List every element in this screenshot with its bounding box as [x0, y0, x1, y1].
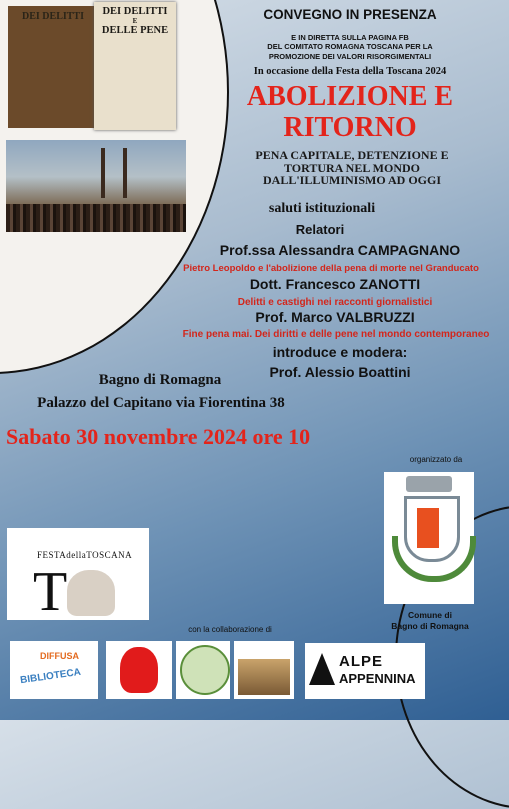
comune-line2: Bagno di Romagna [391, 621, 469, 632]
convegno-heading: CONVEGNO IN PRESENZA [263, 7, 437, 22]
book-title-line1: DEI DELITTI [22, 11, 84, 22]
organizer-label: organizzato da [409, 455, 463, 464]
comune-line1: Comune di [408, 610, 452, 620]
talk3-title: Fine pena mai. Dei diritti e delle pene nel mondo contemporaneo [182, 329, 490, 340]
subtitle-line3: DALL'ILLUMINISMO AD OGGI [262, 173, 442, 188]
garibaldi-silhouette-logo [106, 641, 172, 699]
diffusa-text: DIFFUSA [40, 651, 79, 661]
moderator-name: Prof. Alessio Boattini [269, 364, 411, 380]
comitato-photo-logo [234, 641, 294, 699]
book-cover-image [8, 6, 104, 128]
silhouette-icon [120, 647, 158, 693]
biblioteca-text: BIBLIOTECA [19, 666, 82, 687]
crowd-shape [6, 204, 186, 232]
introduce-label: introduce e modera: [272, 344, 408, 360]
subtitle-line2: TORTURA NEL MONDO [283, 160, 421, 175]
comune-label [380, 610, 480, 632]
alpe-text: ALPE [339, 653, 384, 670]
biblioteca-diffusa-logo [10, 641, 98, 699]
crown-icon [406, 476, 452, 492]
event-date: Sabato 30 novembre 2024 ore 10 [6, 424, 311, 449]
diretta-line2: DEL COMITATO ROMAGNA TOSCANA PER LA [267, 42, 433, 52]
main-title [200, 82, 500, 144]
speaker2-name: Dott. Francesco ZANOTTI [249, 276, 421, 292]
appennina-text: APPENNINA [339, 671, 416, 686]
festa-toscana-logo [7, 528, 149, 623]
talk1-title: Pietro Leopoldo e l'abolizione della pena di morte nel Granducato [183, 263, 479, 274]
book-page-title-3: DELLE PENE [101, 25, 169, 37]
subtitle-line1: PENA CAPITALE, DETENZIONE E [255, 148, 449, 162]
mountain-icon [309, 653, 335, 685]
laurel-icon [392, 536, 476, 582]
alpe-appennina-logo [305, 643, 425, 699]
speaker3-name: Prof. Marco VALBRUZZI [255, 309, 415, 325]
book-page-title-1: DEI DELITTI [102, 6, 168, 17]
title-line2: RITORNO [283, 111, 417, 143]
festa-logo-text: FESTAdellaTOSCANA [37, 550, 133, 560]
guillotine-shape [101, 148, 127, 198]
occasione-text: In occasione della Festa della Toscana 2024 [253, 66, 447, 77]
title-line1: ABOLIZIONE E [246, 81, 454, 112]
comitato-round-logo [176, 641, 230, 699]
book-page-title-2: E [132, 16, 138, 25]
talk2-title: Delitti e castighi nei racconti giornalistici [237, 297, 433, 308]
collaboration-label: con la collaborazione di [188, 625, 272, 634]
festa-logo-letter: T [33, 561, 68, 623]
comune-crest-logo [384, 472, 474, 604]
venue-town: Bagno di Romagna [98, 372, 222, 388]
guillotine-painting [6, 140, 186, 232]
speaker1-name: Prof.ssa Alessandra CAMPAGNANO [219, 242, 461, 258]
saluti-text: saluti istituzionali [268, 201, 376, 216]
relatori-label: Relatori [295, 222, 345, 237]
monument-photo-icon [238, 659, 290, 695]
diretta-line3: PROMOZIONE DEI VALORI RISORGIMENTALI [268, 51, 432, 61]
diretta-text [200, 33, 500, 61]
portrait-icon [67, 570, 115, 616]
diretta-line1: E IN DIRETTA SULLA PAGINA FB [291, 33, 409, 42]
subtitle [222, 149, 482, 187]
venue-place: Palazzo del Capitano via Fiorentina 38 [37, 395, 285, 411]
book-title-page-image [94, 2, 176, 130]
round-seal-icon [180, 645, 230, 695]
